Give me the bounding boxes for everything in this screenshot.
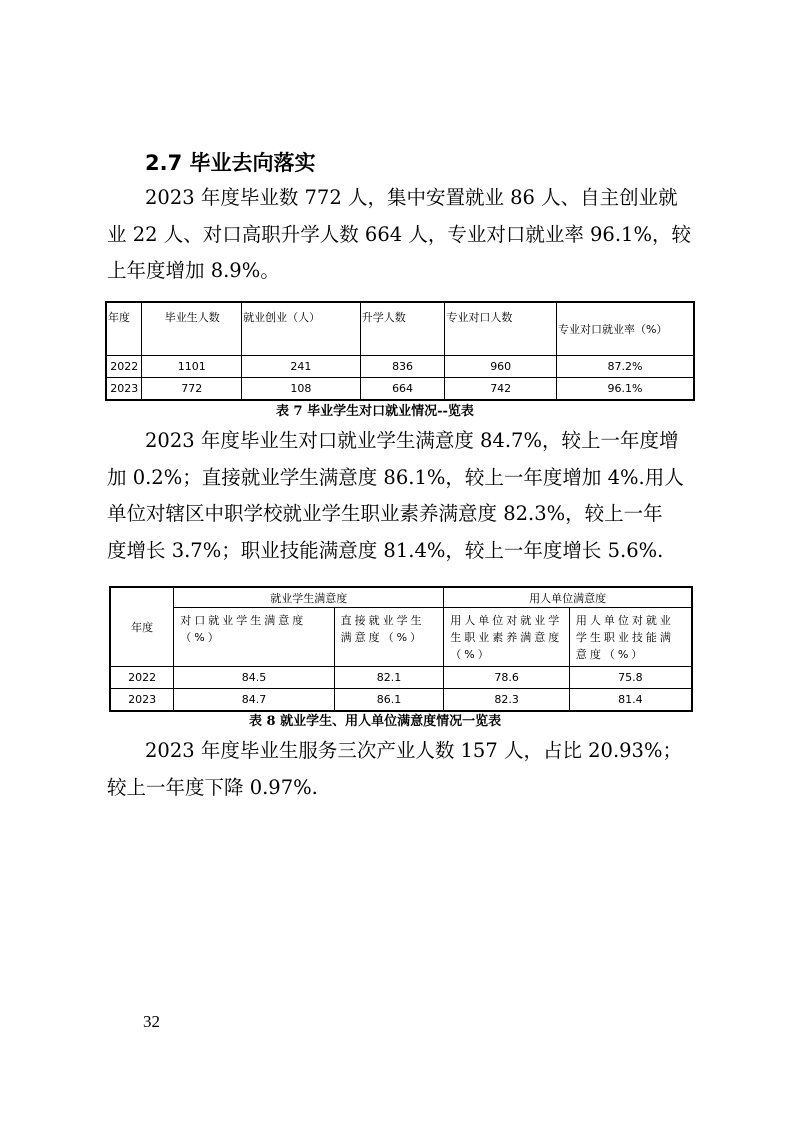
table-cell: 1101 <box>142 356 242 378</box>
table-cell: 84.5 <box>174 667 334 689</box>
column-header: 直接就业学生满意度（%） <box>334 608 444 667</box>
paragraph-line: 2023 年度毕业生对口就业学生满意度 84.7%，较上一年度增 <box>145 429 679 452</box>
column-header: 对口就业学生满意度（%） <box>174 608 334 667</box>
table-cell: 108 <box>242 378 361 401</box>
table-cell: 2023 <box>106 378 142 401</box>
section-heading: 2.7 毕业去向落实 <box>145 151 316 175</box>
table-row <box>110 667 692 689</box>
group-header: 用人单位满意度 <box>444 587 692 608</box>
paragraph-satisfaction <box>107 423 697 569</box>
paragraph-line: 业 22 人、对口高职升学人数 664 人，专业对口就业率 96.1%，较 <box>107 222 691 246</box>
paragraph-line: 2023 年度毕业数 772 人，集中安置就业 86 人、自主创业就 <box>145 186 678 209</box>
paragraph-line: 2023 年度毕业生服务三次产业人数 157 人，占比 20.93%； <box>145 739 682 762</box>
table-cell: 82.1 <box>334 667 444 689</box>
table-row <box>110 689 692 712</box>
page-number: 32 <box>143 1012 160 1031</box>
paragraph-line: 度增长 3.7%；职业技能满意度 81.4%，较上一年度增长 5.6%. <box>107 538 664 562</box>
paragraph-line: 加 0.2%；直接就业学生满意度 86.1%，较上一年度增加 4%.用人 <box>107 465 684 489</box>
paragraph-line: 较上一年度下降 0.97%. <box>107 775 318 799</box>
column-header: 用人单位对就业学生职业技能满意度（%） <box>569 608 692 667</box>
table-cell: 75.8 <box>569 667 692 689</box>
table-cell: 2022 <box>110 667 174 689</box>
paragraph-industry-service <box>107 733 697 806</box>
table-cell: 81.4 <box>569 689 692 712</box>
column-header: 专业对口人数 <box>445 302 557 356</box>
table-cell: 87.2% <box>556 356 694 378</box>
paragraph-line: 单位对辖区中职学校就业学生职业素养满意度 82.3%，较上一年 <box>107 502 663 525</box>
table-header-row <box>106 302 694 356</box>
table-satisfaction <box>109 586 693 712</box>
paragraph-graduation-summary <box>107 180 697 290</box>
table-cell: 241 <box>242 356 361 378</box>
table-cell: 836 <box>360 356 445 378</box>
column-header: 就业创业（人） <box>242 302 361 356</box>
table7-caption: 表 7 毕业学生对口就业情况--览表 <box>276 404 474 419</box>
table-employment-matching <box>105 301 695 401</box>
table-cell: 960 <box>445 356 557 378</box>
table8-caption: 表 8 就业学生、用人单位满意度情况一览表 <box>249 714 502 729</box>
table-cell: 78.6 <box>444 667 570 689</box>
table-cell: 2022 <box>106 356 142 378</box>
table-cell: 772 <box>142 378 242 401</box>
table-cell: 86.1 <box>334 689 444 712</box>
column-header: 升学人数 <box>360 302 445 356</box>
column-header: 年度 <box>106 302 142 356</box>
column-header: 用人单位对就业学生职业素养满意度（%） <box>444 608 570 667</box>
column-header: 毕业生人数 <box>142 302 242 356</box>
table-cell: 2023 <box>110 689 174 712</box>
table-cell: 742 <box>445 378 557 401</box>
group-header: 就业学生满意度 <box>174 587 444 608</box>
table-row <box>106 356 694 378</box>
table-group-header-row <box>110 587 692 608</box>
column-header: 年度 <box>110 587 174 667</box>
table-cell: 664 <box>360 378 445 401</box>
table-cell: 96.1% <box>556 378 694 401</box>
column-header: 专业对口就业率（%） <box>556 302 694 356</box>
table-header-row <box>110 608 692 667</box>
table-cell: 84.7 <box>174 689 334 712</box>
table-cell: 82.3 <box>444 689 570 712</box>
paragraph-line: 上年度增加 8.9%。 <box>107 259 280 282</box>
table-row <box>106 378 694 401</box>
